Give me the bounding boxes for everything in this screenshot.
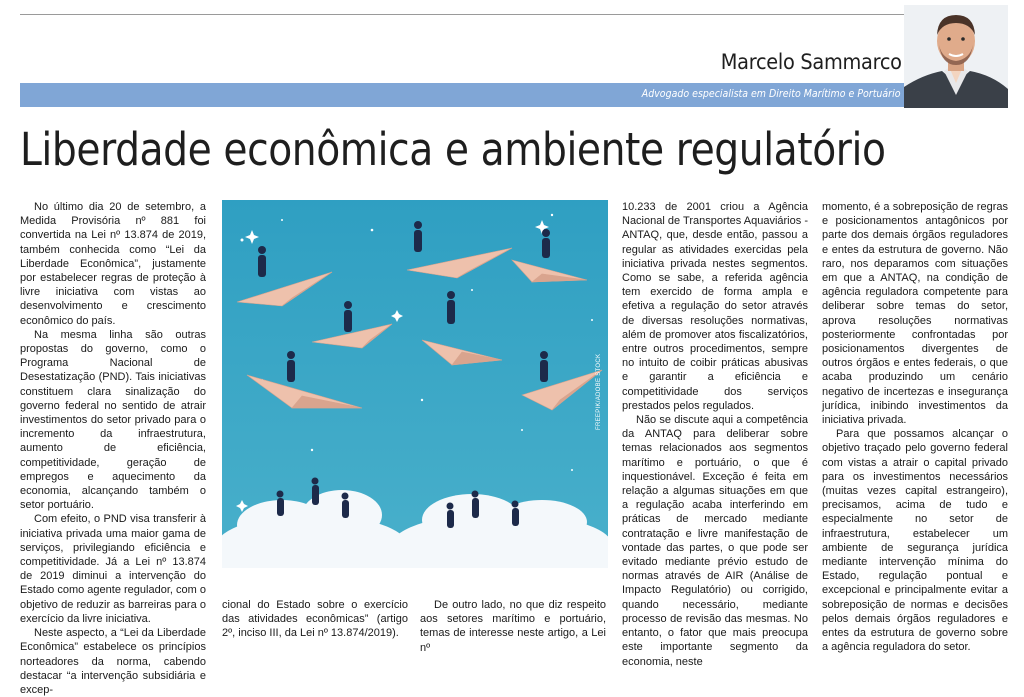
article-column-2 — [222, 598, 408, 641]
paragraph: Para que possamos alcançar o objetivo traçado pelo governo federal com vistas a atrair o capital privado para os investimentos necessários (muitas vezes capital estrangeiro), precisamos, acima de tudo e especialmente no setor de infraestrutura, estabelecer um ambiente de segurança jurídica mediante intervenção mínima do Estado, regulação pontual e excepcional e principalmente evitar a sobreposição de normas e decisões pelos demais órgãos reguladores e entes da estrutura de governo sobre a agência reguladora do setor. — [822, 428, 1008, 654]
article-column-1 — [20, 200, 206, 697]
author-role: Advogado especialista em Direito Marítimo e Portuário — [641, 88, 900, 100]
article-column-3 — [420, 598, 606, 655]
article-column-5 — [822, 200, 1008, 655]
paragraph: Neste aspecto, a “Lei da Liberdade Econômica” estabelece os princípios norteadores da norma, cabendo destacar “a intervenção subsidiária e excep- — [20, 627, 206, 696]
paragraph: De outro lado, no que diz respeito aos setores marítimo e portuário, temas de interesse neste artigo, a Lei nº — [420, 599, 606, 654]
article-illustration — [222, 200, 608, 568]
author-portrait — [904, 5, 1008, 108]
image-credit: FREEPIK/ADOBE STOCK — [596, 353, 602, 430]
author-name: Marcelo Sammarco — [721, 50, 902, 74]
headline: Liberdade econômica e ambiente regulatório — [20, 123, 886, 176]
paragraph: Não se discute aqui a competência da ANTAQ para deliberar sobre temas relacionados aos segmentos marítimo e portuário, o que é inquestionável. Exceção é feita em relação a algumas situações em que a regulação acaba interferindo em práticas de mercado mediante contratação e livre manifestação de vontade das partes, o que pode ser evitado mediante prévio estudo de normas através de AIR (Análise de Impacto Regulatório) ou corrigido, quando necessário, mediante processo de revisão das mesmas. No entanto, o fator que mais preocupa este importante segmento da economia, neste — [622, 414, 808, 668]
paragraph: No último dia 20 de setembro, a Medida Provisória nº 881 foi convertida na Lei nº 13.874 de 2019, também conhecida como “Lei da Liberdade Econômica”, justamente por estabelecer regras de proteção à livre iniciativa com vistas ao desenvolvimento e crescimento econômico do país. — [20, 201, 206, 327]
top-rule — [20, 14, 1004, 15]
paragraph: Na mesma linha são outras propostas do governo, como o Programa Nacional de Desestatização (PND). Tais iniciativas constituem clara sinalização do governo federal no sentido de atrair investimentos do setor privado para o incremento da infraestrutura, aumento de eficiência, competitividade, geração de empregos e aquecimento da economia, alcançando também o setor portuário. — [20, 328, 206, 512]
paragraph: momento, é a sobreposição de regras e posicionamentos antagônicos por parte dos demais órgãos reguladores e entes da estrutura de governo. Não raro, nos deparamos com situações em que a ANTAQ, na condição de agência reguladora competente para deliberar sobre temas do setor, aprova resoluções normativas posteriormente confrontadas por posicionamentos divergentes de outros órgãos e entes federais, o que acaba produzindo um cenário negativo de incertezas e insegurança jurídica, inibindo investimentos da iniciativa privada. — [822, 201, 1008, 427]
paragraph: cional do Estado sobre o exercício das atividades econômicas” (artigo 2º, inciso III, da Lei nº 13.874/2019). — [222, 599, 408, 640]
article-column-4 — [622, 200, 808, 669]
paragraph: 10.233 de 2001 criou a Agência Nacional de Transportes Aquaviários - ANTAQ, que, desde então, passou a regular as atividades exercidas pela iniciativa privada nestes segmentos. Como se sabe, a referida agência tem exercido de forma ampla e efetiva a regulação do setor através de diversas resoluções normativas, além de promover atos fiscalizatórios, entre outros procedimentos, sempre no intuito de coibir práticas abusivas e garantir a eficiência e competitividade dos serviços prestados pelos regulados. — [622, 201, 808, 412]
paragraph: Com efeito, o PND visa transferir à iniciativa privada uma maior gama de serviços, privilegiando eficiência e competitividade. Já a Lei nº 13.874 de 2019 diminui a intervenção do Estado como agente regulador, com o objetivo de reduzir as barreiras para o exercício da livre iniciativa. — [20, 513, 206, 625]
